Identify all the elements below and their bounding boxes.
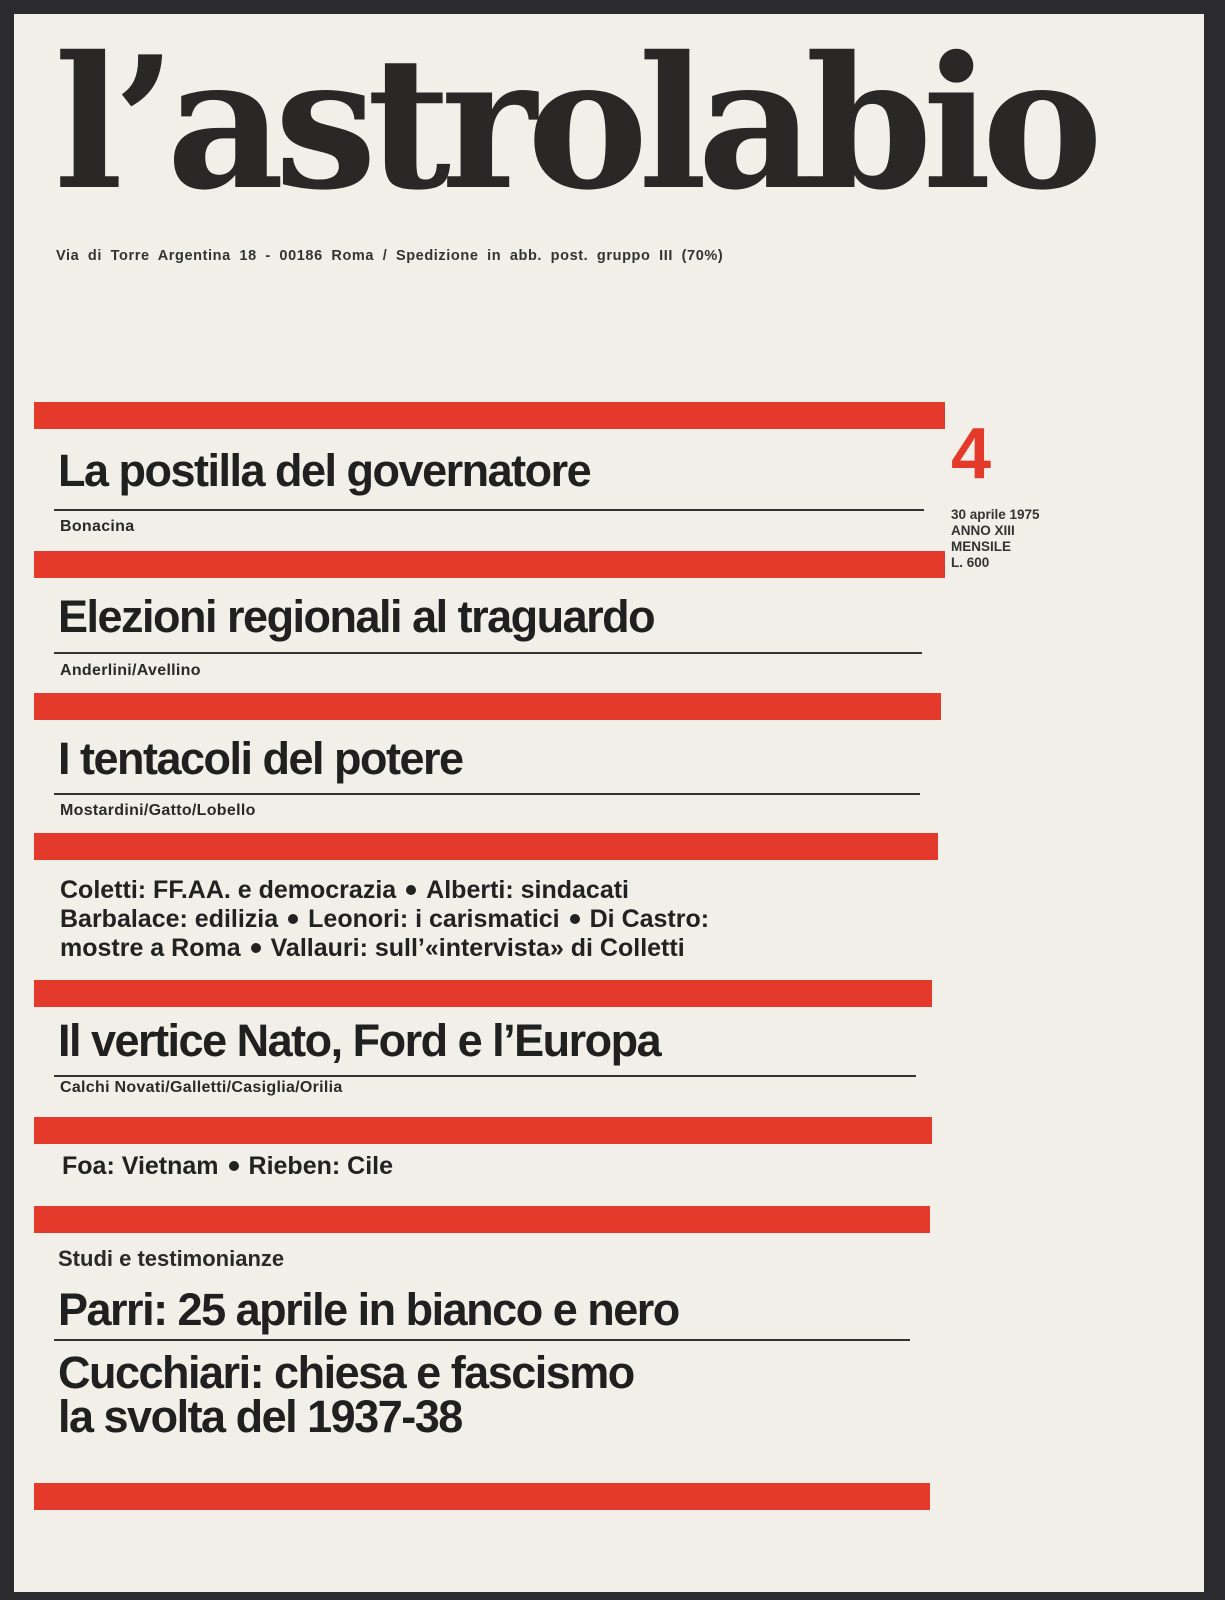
bullet-dot <box>251 943 261 953</box>
issue-year: ANNO XIII <box>951 523 1015 538</box>
article-title: Parri: 25 aprile in bianco e nero <box>58 1284 679 1335</box>
red-bar <box>34 833 938 860</box>
red-bar <box>34 980 932 1007</box>
issue-number: 4 <box>951 414 992 494</box>
article-title: La postilla del governatore <box>58 445 591 496</box>
issue-price: L. 600 <box>951 555 990 570</box>
bullet-dot <box>229 1161 239 1171</box>
red-bar <box>34 1206 930 1233</box>
divider-rule <box>54 652 922 654</box>
masthead-title: l’astrolabio <box>54 16 1094 230</box>
divider-rule <box>54 1075 916 1077</box>
brief-item: Barbalace: edilizia <box>60 905 279 933</box>
brief-item: Foa: Vietnam <box>62 1152 219 1180</box>
red-bar <box>34 693 941 720</box>
brief-item: Vallauri: sull’«intervista» di Colletti <box>270 934 685 962</box>
issue-frequency: MENSILE <box>951 539 1012 554</box>
red-bar <box>34 402 945 429</box>
brief-line <box>60 876 709 905</box>
brief-line <box>60 905 709 934</box>
publisher-address: Via di Torre Argentina 18 - 00186 Roma / Spedizione in abb. post. gruppo III (70%) <box>56 248 724 264</box>
article-authors: Calchi Novati/Galletti/Casiglia/Orilia <box>60 1079 343 1096</box>
bullet-dot <box>288 914 298 924</box>
article-authors: Mostardini/Gatto/Lobello <box>60 802 256 819</box>
issue-date: 30 aprile 1975 <box>951 507 1040 522</box>
divider-rule <box>54 1339 910 1341</box>
foreign-briefs <box>62 1152 393 1181</box>
divider-rule <box>54 793 920 795</box>
issue-details <box>951 507 1040 571</box>
red-bar <box>34 551 945 578</box>
brief-item: Di Castro: <box>589 905 710 933</box>
section-label: Studi e testimonianze <box>58 1246 285 1271</box>
bullet-dot <box>406 885 416 895</box>
article-title: Il vertice Nato, Ford e l’Europa <box>58 1015 661 1066</box>
article-title: Elezioni regionali al traguardo <box>58 591 655 642</box>
bullet-dot <box>570 914 580 924</box>
brief-item: mostre a Roma <box>60 934 241 962</box>
brief-line <box>60 934 709 963</box>
brief-item: Coletti: FF.AA. e democrazia <box>60 876 397 904</box>
briefs-block <box>60 876 709 963</box>
article-title: I tentacoli del potere <box>58 733 463 784</box>
brief-item: Rieben: Cile <box>248 1152 394 1180</box>
article-authors: Anderlini/Avellino <box>60 662 201 679</box>
article-title: Cucchiari: chiesa e fascismo <box>58 1347 634 1398</box>
brief-item: Leonori: i carismatici <box>308 905 560 933</box>
red-bar <box>34 1117 932 1144</box>
article-authors: Bonacina <box>60 518 135 535</box>
article-title: la svolta del 1937-38 <box>58 1391 462 1442</box>
divider-rule <box>54 509 924 511</box>
red-bar <box>34 1483 930 1510</box>
brief-item: Alberti: sindacati <box>426 876 629 904</box>
magazine-cover <box>14 14 1204 1592</box>
